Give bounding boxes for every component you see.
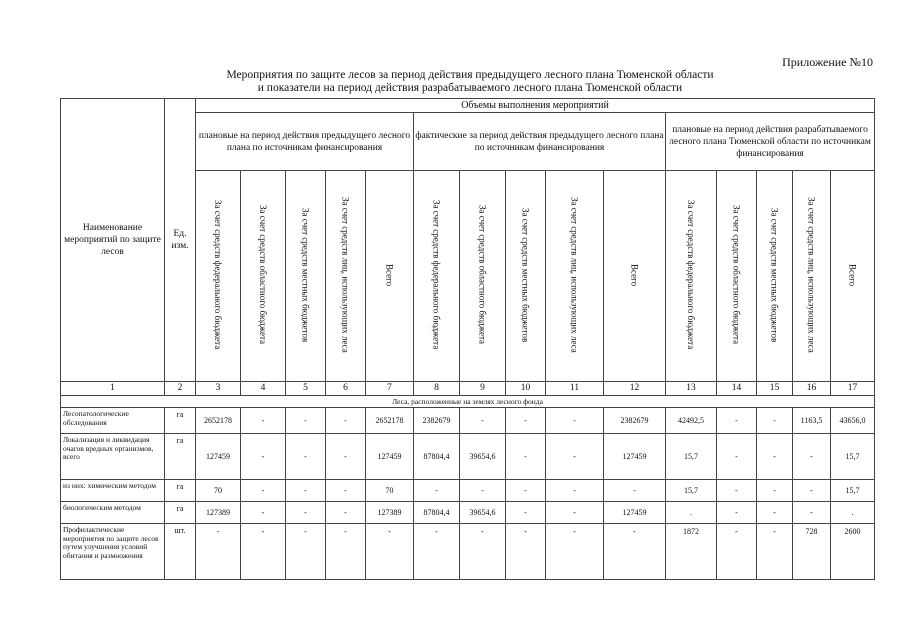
cell: 2652178 <box>196 408 241 434</box>
cell: - <box>460 480 506 502</box>
table-row <box>61 480 875 502</box>
header-regional-1: За счет средств областного бюджета <box>241 171 286 382</box>
header-users-1: За счет средств лиц, использующих леса <box>326 171 366 382</box>
row-name: Профилактические мероприятия по защите лесов путем улучшения условий обитания и размножения <box>61 524 165 580</box>
row-name: Лесопатологические обследования <box>61 408 165 434</box>
cell: - <box>286 434 326 480</box>
cell: - <box>241 408 286 434</box>
header-users-2: За счет средств лиц, использующих леса <box>546 171 604 382</box>
header-total-1: Всего <box>366 171 414 382</box>
cell: - <box>286 408 326 434</box>
cell: - <box>241 524 286 580</box>
cell: - <box>604 524 666 580</box>
cell: - <box>757 434 793 480</box>
cell: - <box>286 524 326 580</box>
cell: - <box>241 434 286 480</box>
cell: - <box>717 480 757 502</box>
header-group-actual-previous: фактические за период действия предыдущего лесного плана по источникам финансирования <box>414 113 666 171</box>
table-row <box>61 524 875 580</box>
row-name: Локализация и ликвидация очагов вредных организмов, всего <box>61 434 165 480</box>
cell: 127459 <box>604 434 666 480</box>
cell: - <box>546 480 604 502</box>
row-unit: га <box>165 480 196 502</box>
cell: 2652178 <box>366 408 414 434</box>
cell: - <box>326 524 366 580</box>
header-local-3: За счет средств местных бюджетов <box>757 171 793 382</box>
column-number: 8 <box>414 382 460 396</box>
cell: - <box>286 502 326 524</box>
cell: - <box>460 524 506 580</box>
cell: - <box>196 524 241 580</box>
column-number: 10 <box>506 382 546 396</box>
cell: - <box>506 502 546 524</box>
cell: - <box>546 502 604 524</box>
cell: 15,7 <box>666 480 717 502</box>
header-unit: Ед. изм. <box>165 99 196 382</box>
cell: - <box>717 524 757 580</box>
cell: 15,7 <box>831 434 875 480</box>
cell: - <box>757 502 793 524</box>
column-number: 3 <box>196 382 241 396</box>
cell: - <box>717 502 757 524</box>
cell: - <box>757 480 793 502</box>
cell: - <box>326 408 366 434</box>
column-number: 12 <box>604 382 666 396</box>
cell: - <box>414 524 460 580</box>
cell: 42492,5 <box>666 408 717 434</box>
header-federal-3: За счет средств федерального бюджета <box>666 171 717 382</box>
cell: 1872 <box>666 524 717 580</box>
cell: - <box>546 408 604 434</box>
header-federal-1: За счет средств федерального бюджета <box>196 171 241 382</box>
cell: - <box>460 408 506 434</box>
header-group-planned-previous: плановые на период действия предыдущего лесного плана по источникам финансирования <box>196 113 414 171</box>
title-line-2: и показатели на период действия разрабатываемого лесного плана Тюменской области <box>257 82 683 94</box>
cell: - <box>326 502 366 524</box>
column-number-row <box>61 382 875 396</box>
row-unit: га <box>165 502 196 524</box>
cell: 127389 <box>196 502 241 524</box>
cell: - <box>793 502 831 524</box>
cell: - <box>757 524 793 580</box>
cell: - <box>241 502 286 524</box>
cell: 70 <box>196 480 241 502</box>
cell: 39654,6 <box>460 434 506 480</box>
cell: 2382679 <box>604 408 666 434</box>
document-title <box>150 69 790 95</box>
title-line-1: Мероприятия по защите лесов за период действия предыдущего лесного плана Тюменской области <box>226 69 714 81</box>
row-name: из них: химическим методом <box>61 480 165 502</box>
header-volumes: Объемы выполнения мероприятий <box>196 99 875 113</box>
header-local-2: За счет средств местных бюджетов <box>506 171 546 382</box>
column-number: 9 <box>460 382 506 396</box>
cell: . <box>831 502 875 524</box>
cell: 127459 <box>196 434 241 480</box>
cell: - <box>793 480 831 502</box>
column-number: 13 <box>666 382 717 396</box>
measures-table <box>60 98 875 580</box>
cell: 87804,4 <box>414 434 460 480</box>
column-number: 6 <box>326 382 366 396</box>
row-unit: га <box>165 408 196 434</box>
header-total-3: Всего <box>831 171 875 382</box>
header-users-3: За счет средств лиц, использующих леса <box>793 171 831 382</box>
cell: 2382679 <box>414 408 460 434</box>
column-number: 5 <box>286 382 326 396</box>
cell: 15,7 <box>666 434 717 480</box>
column-number: 7 <box>366 382 414 396</box>
cell: 39654,6 <box>460 502 506 524</box>
cell: - <box>506 434 546 480</box>
cell: 728 <box>793 524 831 580</box>
cell: - <box>717 408 757 434</box>
header-regional-2: За счет средств областного бюджета <box>460 171 506 382</box>
table-row <box>61 434 875 480</box>
row-unit: га <box>165 434 196 480</box>
cell: 127459 <box>604 502 666 524</box>
cell: 43656,0 <box>831 408 875 434</box>
header-federal-2: За счет средств федерального бюджета <box>414 171 460 382</box>
cell: 87804,4 <box>414 502 460 524</box>
cell: 127389 <box>366 502 414 524</box>
header-local-1: За счет средств местных бюджетов <box>286 171 326 382</box>
cell: 1163,5 <box>793 408 831 434</box>
cell: 127459 <box>366 434 414 480</box>
header-group-planned-new: плановые на период действия разрабатываемого лесного плана Тюменской области по источникам финансирования <box>666 113 875 171</box>
table-row <box>61 408 875 434</box>
column-number: 1 <box>61 382 165 396</box>
cell: 15,7 <box>831 480 875 502</box>
section-title: Леса, расположенные на землях лесного фонда <box>61 396 875 408</box>
appendix-label: Приложение №10 <box>782 55 873 69</box>
cell: - <box>604 480 666 502</box>
cell: - <box>546 524 604 580</box>
column-number: 15 <box>757 382 793 396</box>
cell: - <box>506 524 546 580</box>
column-number: 2 <box>165 382 196 396</box>
row-name: биологическим методом <box>61 502 165 524</box>
cell: - <box>757 408 793 434</box>
table-row <box>61 502 875 524</box>
header-regional-3: За счет средств областного бюджета <box>717 171 757 382</box>
column-number: 14 <box>717 382 757 396</box>
cell: - <box>241 480 286 502</box>
cell: - <box>326 434 366 480</box>
cell: - <box>286 480 326 502</box>
cell: 2600 <box>831 524 875 580</box>
cell: - <box>506 408 546 434</box>
cell: - <box>546 434 604 480</box>
header-total-2: Всего <box>604 171 666 382</box>
column-number: 17 <box>831 382 875 396</box>
header-name: Наименование мероприятий по защите лесов <box>61 99 165 382</box>
row-unit: шт. <box>165 524 196 580</box>
cell: - <box>717 434 757 480</box>
cell: - <box>414 480 460 502</box>
cell: . <box>666 502 717 524</box>
column-number: 16 <box>793 382 831 396</box>
column-number: 11 <box>546 382 604 396</box>
column-number: 4 <box>241 382 286 396</box>
cell: - <box>366 524 414 580</box>
cell: - <box>506 480 546 502</box>
cell: - <box>793 434 831 480</box>
cell: - <box>326 480 366 502</box>
cell: 70 <box>366 480 414 502</box>
